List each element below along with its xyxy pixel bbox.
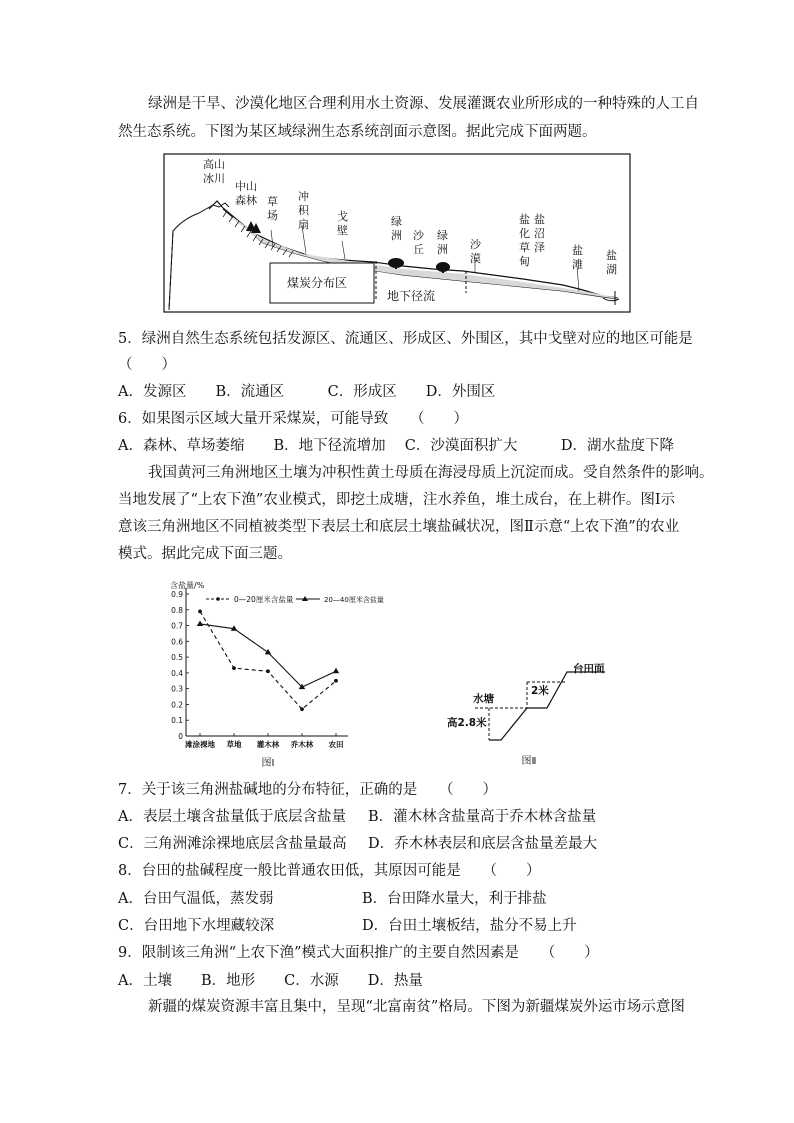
label-salt-lake-1: 盐 — [606, 249, 617, 262]
label-salt-marsh-3: 泽 — [534, 241, 545, 254]
label-oasis1-2: 洲 — [391, 229, 402, 242]
label-saline-meadow-2: 化 — [519, 227, 530, 240]
question-7-option-c: C．三角洲滩涂裸地底层含盐量最高 — [118, 836, 347, 852]
chart-point-series-1 — [232, 666, 236, 670]
intro-paragraph-2-line-4: 模式。据此完成下面三题。 — [118, 546, 292, 562]
label-salt-marsh-1: 盐 — [534, 213, 545, 226]
intro-paragraph-3: 新疆的煤炭资源丰富且集中，呈现“北富南贫”格局。下图为新疆煤炭外运市场示意图 — [148, 999, 685, 1015]
label-dune-1: 沙 — [413, 229, 424, 242]
question-9: 9．限制该三角洲“上农下渔”模式大面积推广的主要自然因素是 （ ） — [118, 945, 599, 961]
question-9-options: A．土壤 B．地形 C．水源 D．热量 — [118, 973, 423, 989]
chart-y-tick-label: 0.6 — [171, 637, 183, 647]
label-dune-2: 丘 — [413, 243, 424, 256]
intro-paragraph-2-line-3: 意该三角洲地区不同植被类型下表层土和底层土壤盐碱状况，图Ⅱ示意“上农下渔”的农业 — [118, 519, 680, 535]
chart-y-tick-label: 0.8 — [171, 605, 183, 615]
chart-y-tick-label: 0.1 — [171, 716, 183, 726]
label-two-meters: 2米 — [531, 685, 549, 697]
question-8: 8．台田的盐碱程度一般比普通农田低，其原因可能是 （ ） — [118, 863, 541, 879]
chart-x-tick-label: 滩涂裸地 — [185, 740, 215, 749]
label-gobi-1: 戈 — [337, 210, 348, 223]
chart-y-tick-label: 0 — [178, 732, 183, 741]
figure-1-caption: 图Ⅰ — [261, 758, 275, 769]
question-8-option-d: D．台田土壤板结，盐分不易上升 — [362, 918, 577, 934]
label-glacier-2: 冰川 — [203, 172, 225, 185]
label-forest-1: 中山 — [235, 180, 257, 193]
intro-paragraph-1-line-2: 然生态系统。下图为某区域绿洲生态系统剖面示意图。据此完成下面两题。 — [118, 124, 597, 140]
label-saline-meadow-1: 盐 — [519, 213, 530, 226]
chart-x-tick-label: 乔木林 — [290, 740, 314, 749]
chart-point-series-1 — [334, 679, 338, 683]
oasis-profile-diagram — [163, 153, 633, 315]
intro-paragraph-2-line-1: 我国黄河三角洲地区土壤为冲积性黄土母质在海浸母质上沉淀而成。受自然条件的影响。 — [148, 465, 714, 481]
label-fan-3: 扇 — [298, 218, 309, 231]
question-6: 6．如果图示区域大量开采煤炭，可能导致 （ ） — [118, 411, 468, 427]
label-oasis2-2: 洲 — [437, 243, 448, 256]
chart-y-tick-label: 0.2 — [171, 700, 183, 710]
chart-y-tick-label: 0.5 — [171, 653, 183, 663]
label-fan-1: 冲 — [298, 190, 309, 203]
label-salt-flat-1: 盐 — [572, 244, 583, 257]
label-desert-2: 漠 — [470, 252, 481, 265]
label-coal: 煤炭分布区 — [287, 276, 348, 290]
label-forest-2: 森林 — [235, 194, 257, 207]
label-desert-1: 沙 — [470, 238, 481, 251]
label-underground: 地下径流 — [387, 289, 436, 303]
label-glacier-1: 高山 — [203, 158, 225, 171]
legend-series-1: 0—20厘米含盐量 — [234, 595, 294, 604]
label-oasis1-1: 绿 — [391, 215, 402, 228]
question-7: 7．关于该三角洲盐碱地的分布特征，正确的是 （ ） — [118, 782, 497, 798]
question-8-option-c: C．台田地下水埋藏较深 — [118, 918, 275, 934]
label-salt-marsh-2: 沼 — [534, 227, 545, 240]
chart-x-tick-label: 灌木林 — [256, 740, 280, 749]
chart-y-tick-label: 0.4 — [171, 668, 183, 678]
label-grass-1: 草 — [267, 195, 278, 208]
chart-point-series-2 — [265, 649, 271, 655]
question-5-line-1: 5．绿洲自然生态系统包括发源区、流通区、形成区、外围区，其中戈壁对应的地区可能是 — [118, 331, 693, 347]
chart-point-series-1 — [300, 707, 304, 711]
question-5-options: A．发源区 B．流通区 C．形成区 D．外围区 — [118, 384, 496, 400]
label-grass-2: 场 — [267, 209, 278, 222]
label-height: 高2.8米 — [447, 717, 487, 729]
label-salt-lake-2: 湖 — [606, 263, 617, 276]
question-7-option-a: A．表层土壤含盐量低于底层含盐量 — [118, 809, 346, 825]
intro-paragraph-2-line-2: 当地发展了“上农下渔”农业模式，即挖土成塘，注水养鱼，堆土成台，在上耕作。图Ⅰ示 — [118, 492, 676, 508]
label-terrace-surface: 台田面 — [573, 663, 605, 675]
label-saline-meadow-3: 草 — [519, 241, 530, 254]
terrace-pond-diagram — [445, 660, 625, 770]
question-7-option-b: B．灌木林含盐量高于乔木林含盐量 — [368, 809, 597, 825]
question-8-option-a: A．台田气温低，蒸发弱 — [118, 891, 274, 907]
salt-content-line-chart — [168, 578, 384, 770]
chart-point-series-1 — [198, 609, 202, 613]
chart-y-axis-label: 含盐量/% — [170, 581, 205, 590]
question-5-line-2: （ ） — [118, 357, 176, 373]
intro-paragraph-1-line-1: 绿洲是干旱、沙漠化地区合理利用水土资源、发展灌溉农业所形成的一种特殊的人工自 — [148, 96, 699, 112]
chart-y-tick-label: 0.9 — [171, 590, 183, 599]
label-fan-2: 积 — [298, 204, 309, 217]
question-8-option-b: B．台田降水量大，利于排盐 — [362, 891, 547, 907]
label-gobi-2: 壁 — [337, 224, 348, 237]
chart-point-series-1 — [266, 669, 270, 673]
legend-series-2: 20—40厘米含盐量 — [324, 596, 384, 604]
label-saline-meadow-4: 甸 — [519, 255, 530, 268]
chart-x-tick-label: 农田 — [328, 740, 344, 749]
label-oasis2-1: 绿 — [437, 229, 448, 242]
label-pond: 水塘 — [473, 693, 494, 705]
figure-2-caption: 图Ⅱ — [521, 756, 537, 767]
chart-y-tick-label: 0.7 — [171, 621, 183, 631]
chart-point-series-2 — [197, 620, 203, 626]
question-6-options: A．森林、草场萎缩 B．地下径流增加 C．沙漠面积扩大 D．湖水盐度下降 — [118, 438, 674, 454]
chart-series-line-2 — [200, 624, 336, 687]
chart-series-line-1 — [200, 611, 336, 709]
label-salt-flat-2: 滩 — [572, 258, 583, 271]
question-7-option-d: D．乔木林表层和底层含盐量差最大 — [368, 836, 598, 852]
chart-x-tick-label: 草地 — [226, 740, 242, 749]
chart-point-series-2 — [333, 668, 339, 674]
chart-y-tick-label: 0.3 — [171, 684, 183, 694]
